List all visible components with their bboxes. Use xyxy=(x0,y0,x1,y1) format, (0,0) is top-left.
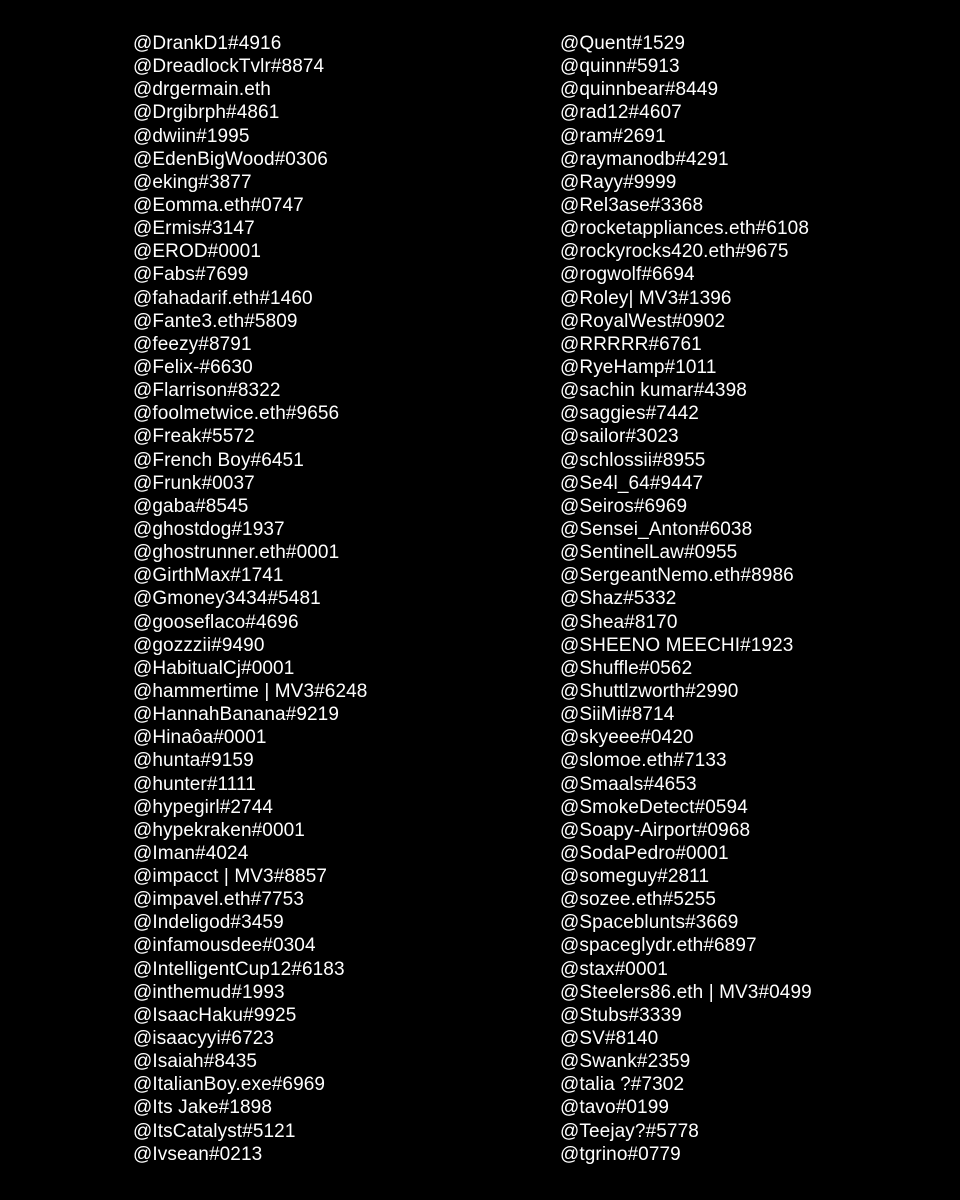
name-list-item: @Rel3ase#3368 xyxy=(560,194,704,216)
name-list-item: @stax#0001 xyxy=(560,958,668,980)
name-list-item: @feezy#8791 xyxy=(133,333,252,355)
name-list-item: @Stubs#3339 xyxy=(560,1004,682,1026)
name-list-item: @HabitualCj#0001 xyxy=(133,657,295,679)
name-list-item: @Ivsean#0213 xyxy=(133,1143,263,1165)
name-list-item: @HannahBanana#9219 xyxy=(133,704,339,726)
name-list-item: @French Boy#6451 xyxy=(133,449,304,471)
name-list-item: @gaba#8545 xyxy=(133,495,249,517)
name-list-item: @SmokeDetect#0594 xyxy=(560,796,748,818)
name-list-item: @Felix-#6630 xyxy=(133,356,253,378)
name-list-item: @tgrino#0779 xyxy=(560,1143,681,1165)
name-list-item: @Eomma.eth#0747 xyxy=(133,194,304,216)
name-list-item: @EdenBigWood#0306 xyxy=(133,148,328,170)
name-list-item: @spaceglydr.eth#6897 xyxy=(560,935,757,957)
name-list-item: @skyeee#0420 xyxy=(560,727,694,749)
name-list-item: @inthemud#1993 xyxy=(133,981,285,1003)
name-list-item: @Flarrison#8322 xyxy=(133,380,281,402)
name-list-item: @Shuttlzworth#2990 xyxy=(560,680,739,702)
name-list-item: @RyeHamp#1011 xyxy=(560,356,717,378)
name-list-item: @Swank#2359 xyxy=(560,1051,691,1073)
name-list-item: @ram#2691 xyxy=(560,125,666,147)
name-list-item: @drgermain.eth xyxy=(133,79,271,101)
name-list-item: @Spaceblunts#3669 xyxy=(560,912,739,934)
name-list-item: @Frunk#0037 xyxy=(133,472,255,494)
name-list-item: @SHEENO MEECHI#1923 xyxy=(560,634,794,656)
name-list-item: @quinn#5913 xyxy=(560,56,680,78)
name-list-item: @infamousdee#0304 xyxy=(133,935,316,957)
name-list-item: @hammertime | MV3#6248 xyxy=(133,680,368,702)
name-list-item: @Rayy#9999 xyxy=(560,171,677,193)
name-list-item: @Freak#5572 xyxy=(133,426,255,448)
name-list-item: @rogwolf#6694 xyxy=(560,264,695,286)
name-list-item: @Hinaôa#0001 xyxy=(133,727,267,749)
name-list-item: @Soapy-Airport#0968 xyxy=(560,819,751,841)
name-list-item: @gozzzii#9490 xyxy=(133,634,265,656)
name-list-item: @IsaacHaku#9925 xyxy=(133,1004,297,1026)
name-list-item: @ghostrunner.eth#0001 xyxy=(133,542,340,564)
name-list-item: @Sensei_Anton#6038 xyxy=(560,518,753,540)
name-list-item: @Seiros#6969 xyxy=(560,495,688,517)
name-list-item: @Fabs#7699 xyxy=(133,264,249,286)
name-list-item: @foolmetwice.eth#9656 xyxy=(133,403,340,425)
name-list-item: @rockyrocks420.eth#9675 xyxy=(560,241,789,263)
name-list-item: @Ermis#3147 xyxy=(133,218,255,240)
name-column-left xyxy=(133,32,367,1166)
name-list-item: @gooseflaco#4696 xyxy=(133,611,299,633)
name-list-item: @quinnbear#8449 xyxy=(560,79,719,101)
name-list-item: @someguy#2811 xyxy=(560,866,710,888)
name-list-item: @RRRRR#6761 xyxy=(560,333,702,355)
name-list-item: @impacct | MV3#8857 xyxy=(133,866,328,888)
name-list-item: @DreadlockTvlr#8874 xyxy=(133,56,325,78)
name-list-item: @slomoe.eth#7133 xyxy=(560,750,727,772)
name-list-item: @Shuffle#0562 xyxy=(560,657,693,679)
name-list-item: @Gmoney3434#5481 xyxy=(133,588,321,610)
name-list-item: @RoyalWest#0902 xyxy=(560,310,726,332)
name-list-item: @rocketappliances.eth#6108 xyxy=(560,218,809,240)
name-list-item: @ghostdog#1937 xyxy=(133,518,285,540)
name-list-item: @rad12#4607 xyxy=(560,102,682,124)
name-list-item: @Shea#8170 xyxy=(560,611,678,633)
name-list-item: @isaacyyi#6723 xyxy=(133,1028,275,1050)
name-list-item: @IntelligentCup12#6183 xyxy=(133,958,345,980)
name-list-item: @hunta#9159 xyxy=(133,750,254,772)
name-list-item: @hunter#1111 xyxy=(133,773,256,795)
name-list-item: @ItalianBoy.exe#6969 xyxy=(133,1074,326,1096)
name-list-item: @Steelers86.eth | MV3#0499 xyxy=(560,981,812,1003)
name-list-item: @Isaiah#8435 xyxy=(133,1051,258,1073)
name-list-item: @Roley| MV3#1396 xyxy=(560,287,732,309)
name-list-item: @eking#3877 xyxy=(133,171,252,193)
name-list-item: @hypegirl#2744 xyxy=(133,796,274,818)
name-list-item: @SV#8140 xyxy=(560,1028,659,1050)
name-list-item: @saggies#7442 xyxy=(560,403,699,425)
name-list-item: @ItsCatalyst#5121 xyxy=(133,1120,296,1142)
name-list-item: @impavel.eth#7753 xyxy=(133,889,304,911)
name-list-item: @Se4l_64#9447 xyxy=(560,472,704,494)
name-list-item: @Its Jake#1898 xyxy=(133,1097,272,1119)
name-list-item: @GirthMax#1741 xyxy=(133,565,284,587)
name-list-item: @Shaz#5332 xyxy=(560,588,677,610)
name-list-item: @Indeligod#3459 xyxy=(133,912,284,934)
name-list-item: @fahadarif.eth#1460 xyxy=(133,287,313,309)
name-list-item: @SergeantNemo.eth#8986 xyxy=(560,565,794,587)
name-list-item: @SiiMi#8714 xyxy=(560,704,675,726)
name-list-item: @Drgibrph#4861 xyxy=(133,102,280,124)
name-list-item: @dwiin#1995 xyxy=(133,125,250,147)
name-list-item: @tavo#0199 xyxy=(560,1097,670,1119)
name-list-item: @sailor#3023 xyxy=(560,426,679,448)
name-list-item: @Teejay?#5778 xyxy=(560,1120,699,1142)
name-list-item: @talia ?#7302 xyxy=(560,1074,685,1096)
name-list-item: @hypekraken#0001 xyxy=(133,819,305,841)
name-list-item: @Fante3.eth#5809 xyxy=(133,310,298,332)
name-list-item: @Quent#1529 xyxy=(560,33,685,54)
name-list-item: @SodaPedro#0001 xyxy=(560,842,729,864)
name-list-item: @DrankD1#4916 xyxy=(133,33,282,54)
name-list-item: @sozee.eth#5255 xyxy=(560,889,717,911)
name-column-right xyxy=(560,32,812,1166)
name-list-item: @schlossii#8955 xyxy=(560,449,706,471)
name-list-item: @Iman#4024 xyxy=(133,842,249,864)
name-list-item: @EROD#0001 xyxy=(133,241,262,263)
name-list-item: @raymanodb#4291 xyxy=(560,148,729,170)
name-list-item: @SentinelLaw#0955 xyxy=(560,542,738,564)
name-list-item: @Smaals#4653 xyxy=(560,773,697,795)
name-list-item: @sachin kumar#4398 xyxy=(560,380,747,402)
